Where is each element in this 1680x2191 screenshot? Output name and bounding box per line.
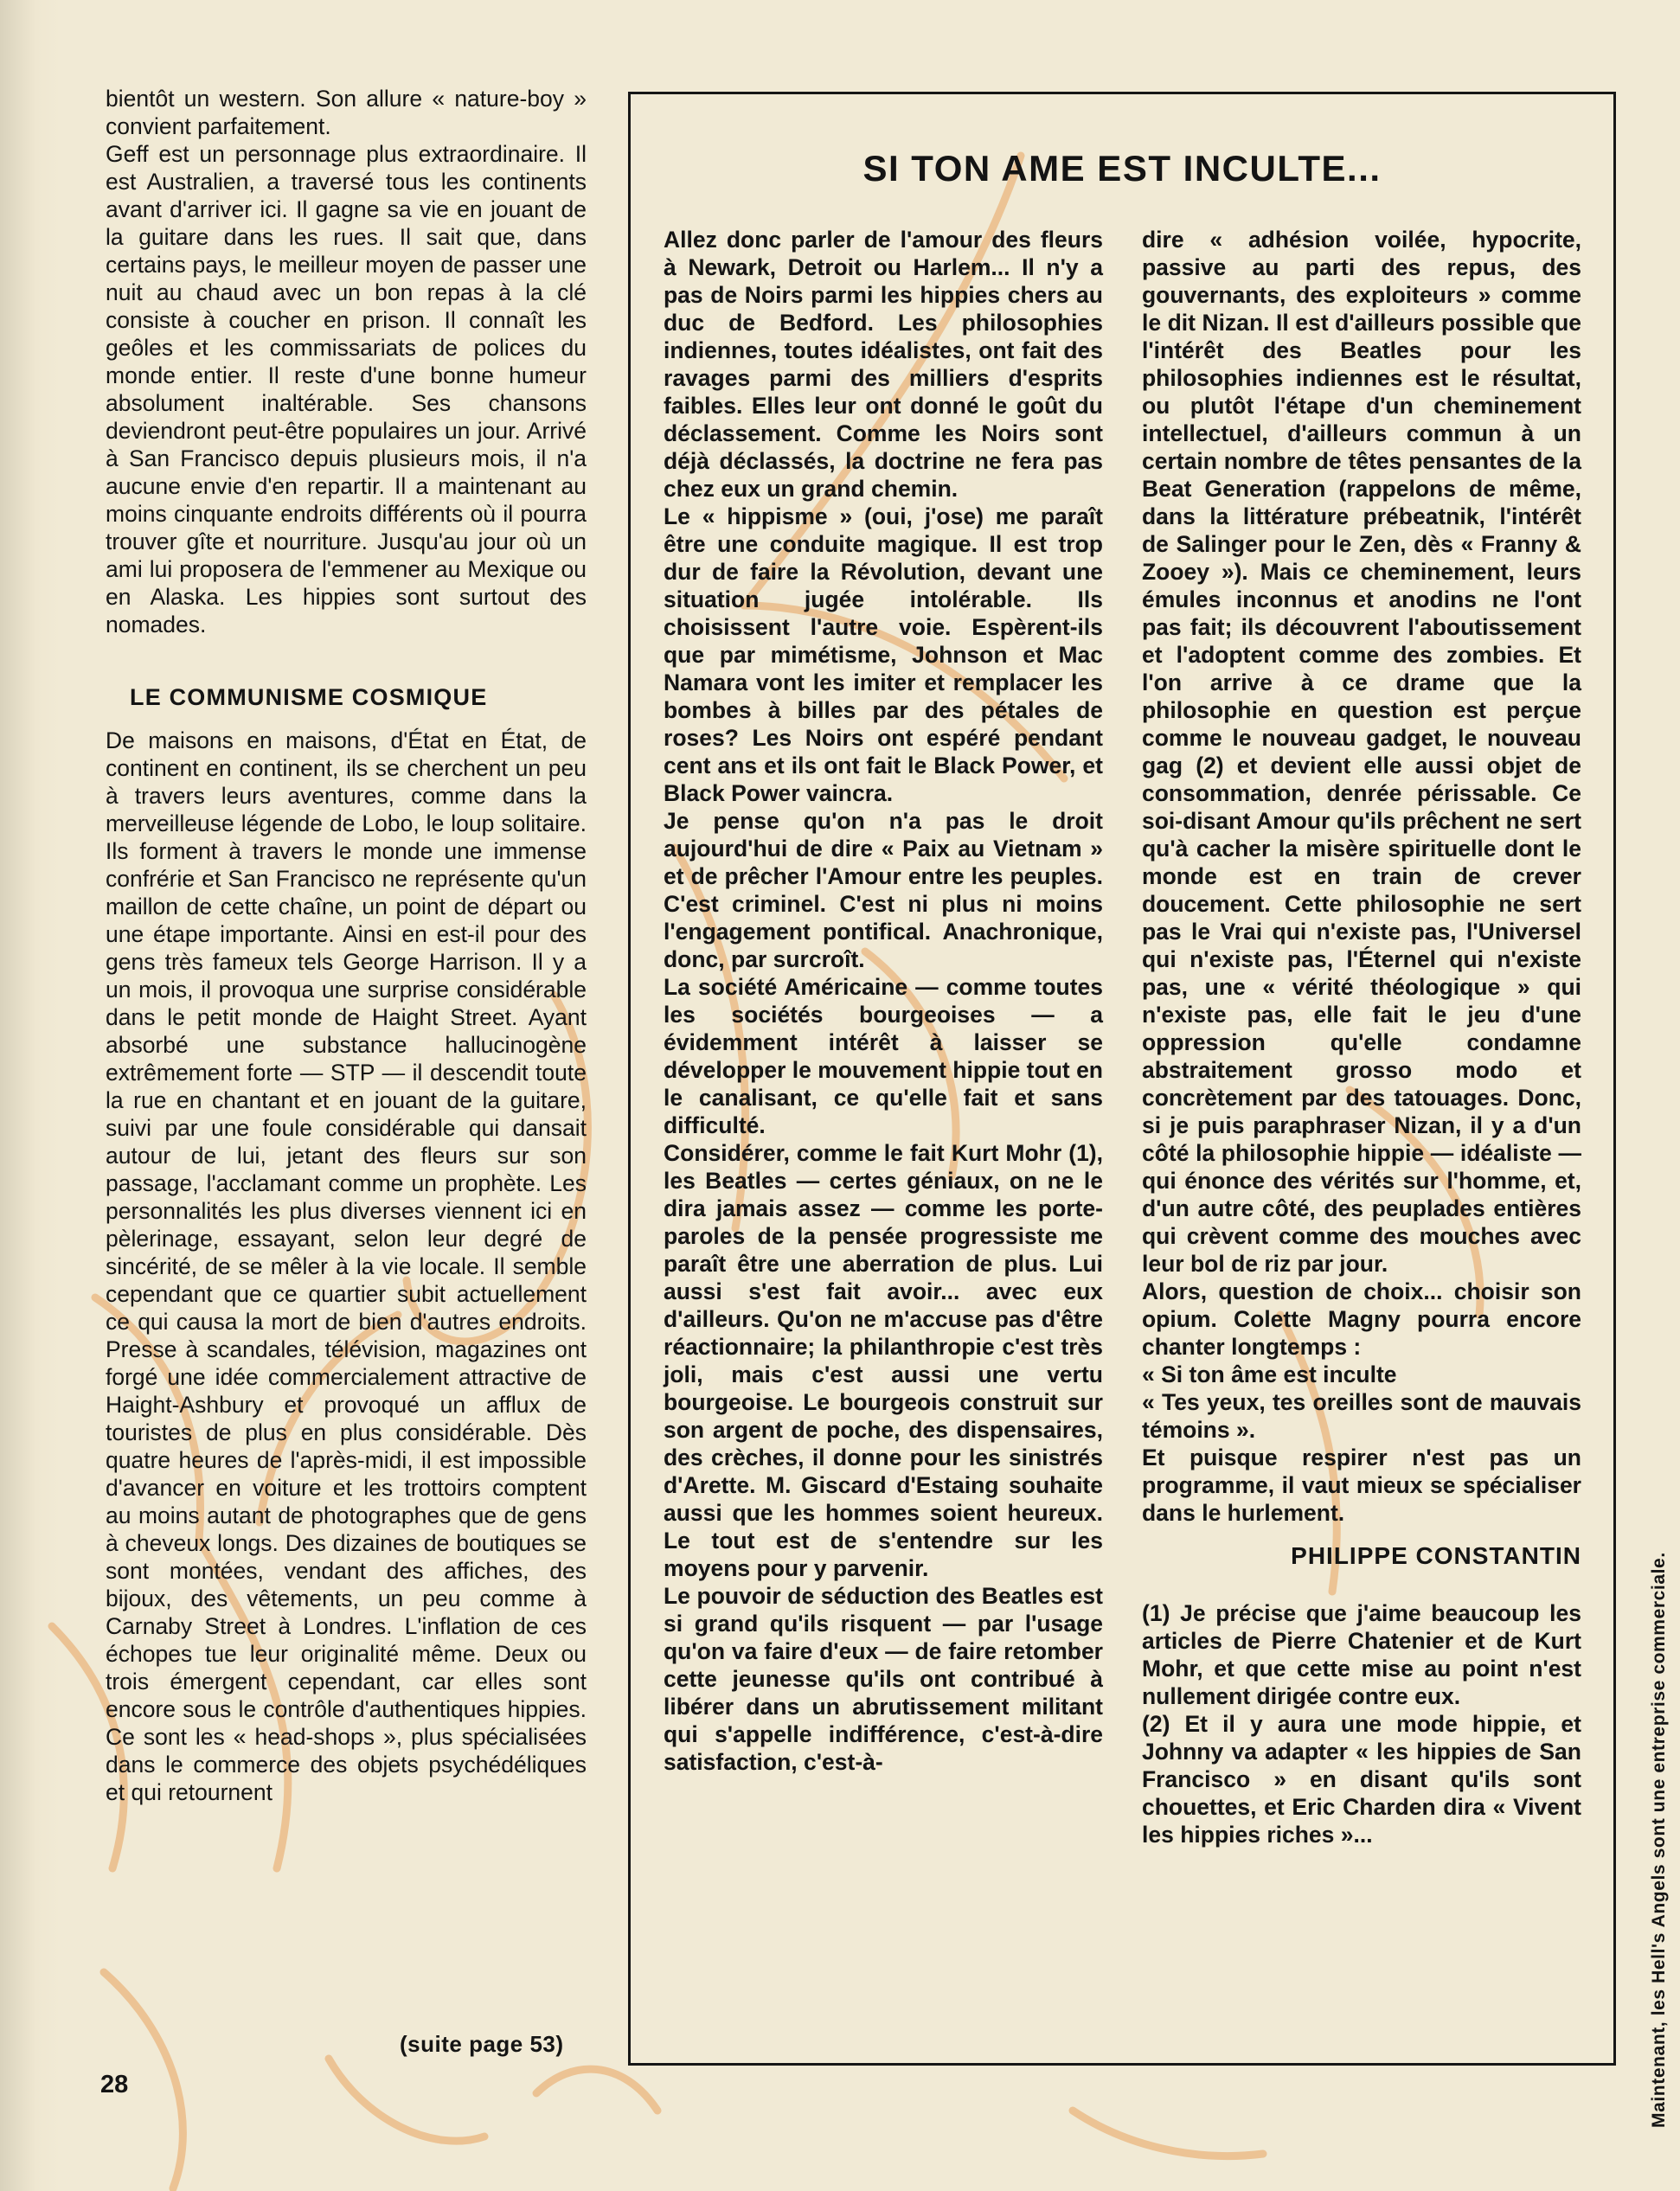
page-number: 28	[100, 2071, 129, 2098]
boxed-editorial	[628, 92, 1616, 2066]
page-gutter-shadow	[0, 0, 61, 2191]
section-paragraph: De maisons en maisons, d'État en État, de continent en continent, ils se cherchent un peu à travers leurs aventures, comme dans la merveilleuse légende de Lobo, le loup solitaire. Ils forment à travers le monde une immense confrérie et San Francisco ne représente qu'un maillon de cette chaîne, un point de départ ou une étape importante. Ainsi en est-il pour des gens très fameux tels George Harrison. Il y a un mois, il provoqua une surprise considérable dans le petit monde de Haight Street. Ayant absorbé une substance hallucinogène extrêmement forte — STP — il descendit toute la rue en chantant et en jouant de la guitare, suivi par une foule considérable qui dansait autour de lui, jetant des fleurs sur son passage, l'acclamant comme un prophète. Les personnalités les plus diverses viennent ici en pèlerinage, essayant, selon leur degré de sincérité, de se mêler à la vie locale. Il semble cependant que ce quartier subit actuellement ce qui causa la mort de bien d'autres endroits. Presse à scandales, télévision, magazines ont forgé une idée commercialement attractive de Haight-Ashbury et provoqué un afflux de touristes de plus en plus considérable. Dès quatre heures de l'après-midi, il est impossible d'avancer en voiture et les trottoirs comptent au moins autant de photographes que de gens à cheveux longs. Des dizaines de boutiques se sont montées, vendant des affiches, des bijoux, des vêtements, un peu comme à Carnaby Street à Londres. L'inflation de ces échopes tue leur originalité même. Deux ou trois émergent cependant, car elles sont encore sous le contrôle d'authentiques hippies. Ce sont les « head-shops », plus spécialisées dans le commerce des objets psychédéliques et qui retournent	[106, 727, 587, 1805]
quote-line: « Si ton âme est inculte	[1142, 1361, 1397, 1387]
box-paragraph: La société Américaine — comme toutes les sociétés bourgeoises — a évidemment intérêt à laisser se développer le mouvement hippie tout en le canalisant, ce qu'elle fait et sans difficulté.	[664, 974, 1103, 1138]
box-column-left	[664, 226, 1103, 1776]
vertical-sidebar-caption: Maintenant, les Hell's Angels sont une entreprise commerciale.	[1649, 1552, 1669, 2128]
box-title: SI TON AME EST INCULTE...	[862, 148, 1382, 189]
box-paragraph: dire « adhésion voilée, hypocrite, passive au parti des repus, des gouvernants, des exploiteurs » comme le dit Nizan. Il est d'ailleurs possible que l'intérêt des Beatles pour les philosophies indiennes est le résultat, ou plutôt l'étape d'un cheminement intellectuel, d'ailleurs commun à un certain nombre de têtes pensantes de la Beat Generation (rappelons de même, dans la littérature prébeatnik, l'intérêt de Salinger pour le Zen, dès « Franny & Zooey »). Mais ce cheminement, leurs émules inconnus et anodins ne l'ont pas fait; ils découvrent l'aboutissement et l'adoptent comme des zombies. Et l'on arrive à ce drame que la philosophie en question est perçue comme le nouveau gadget, le nouveau gag (2) et devient elle aussi objet de consommation, denrée périssable. Ce soi-disant Amour qu'ils prêchent ne sert qu'à cacher la misère spirituelle dont le monde est en train de crever doucement. Cette philosophie ne sert pas le Vrai qui n'existe pas, l'Universel qui n'existe pas, l'Éternel qui n'existe pas, une « vérité théologique » qui n'existe pas, elle fait le jeu d'une oppression qu'elle condamne abstraitement grosso modo et concrètement par des tatouages. Donc, si je puis paraphraser Nizan, il y a d'un côté la philosophie hippie — idéaliste — qui énonce des vérités sur l'homme, et, d'un autre côté, des peuplades entières qui crèvent comme des mouches avec leur bol de riz par jour.	[1142, 227, 1581, 1277]
box-paragraph: Le « hippisme » (oui, j'ose) me paraît être une conduite magique. Il est trop dur de faire la Révolution, devant une situation jugée intolérable. Ils choisissent l'autre voie. Espèrent-ils que par mimétisme, Johnson et Mac Namara vont les imiter et remplacer les bombes à billes par des pétales de roses? Les Noirs ont espéré pendant cent ans et ils ont fait le Black Power, et Black Power vaincra.	[664, 503, 1103, 806]
box-column-right	[1142, 226, 1581, 1848]
box-paragraph: Le pouvoir de séduction des Beatles est si grand qu'ils risquent — par l'usage qu'on va faire d'eux — de faire retomber cette jeunesse qu'ils ont contribué à libérer dans un abrutissement militant qui s'appelle indifférence, c'est-à-dire satisfaction, c'est-à-	[664, 1583, 1103, 1775]
section-heading: LE COMMUNISME COSMIQUE	[130, 684, 488, 710]
box-paragraph: Je pense qu'on n'a pas le droit aujourd'hui de dire « Paix au Vietnam » et de prêcher l'Amour entre les peuples. C'est criminel. C'est ni plus ni moins l'engagement pontifical. Anachronique, donc, par surcroît.	[664, 808, 1103, 972]
box-paragraph: Alors, question de choix... choisir son opium. Colette Magny pourra encore chanter longtemps :	[1142, 1278, 1581, 1360]
author-signature: PHILIPPE CONSTANTIN	[1291, 1542, 1581, 1569]
left-article-column	[106, 85, 587, 1806]
intro-paragraph: bientôt un western. Son allure « nature-boy » convient parfaitement.	[106, 86, 587, 139]
footnote: (2) Et il y aura une mode hippie, et Johnny va adapter « les hippies de San Francisco » en disant qu'ils sont chouettes, et Eric Charden dira « Vivent les hippies riches »...	[1142, 1711, 1581, 1848]
box-paragraph: Considérer, comme le fait Kurt Mohr (1), les Beatles — certes géniaux, on ne le dira jamais assez — comme les porte-paroles de la pensée progressiste me paraît être une aberration de plus. Lui aussi s'est fait avoir... avec eux d'ailleurs. Qu'on ne m'accuse pas d'être réactionnaire; la philanthropie c'est très joli, mais c'est aussi une vertu bourgeoise. Le bourgeois construit sur son argent de poche, des dispensaires, des crèches, il donne pour les sinistrés d'Arette. M. Giscard d'Estaing souhaite aussi que les hommes soient heureux. Le tout est de s'entendre sur les moyens pour y parvenir.	[664, 1140, 1103, 1581]
box-paragraph: Allez donc parler de l'amour des fleurs à Newark, Detroit ou Harlem... Il n'y a pas de Noirs parmi les hippies chers au duc de Bedford. Les philosophies indiennes, toutes idéalistes, ont fait des ravages parmi des milliers d'esprits faibles. Elles leur ont donné le goût du déclassement. Comme les Noirs sont déjà déclassés, la doctrine ne fera pas chez eux un grand chemin.	[664, 227, 1103, 502]
quote-line: « Tes yeux, tes oreilles sont de mauvais témoins ».	[1142, 1389, 1581, 1443]
continuation-note: (suite page 53)	[400, 2031, 564, 2057]
footnote: (1) Je précise que j'aime beaucoup les articles de Pierre Chatenier et de Kurt Mohr, et que cette mise au point n'est nullement dirigée contre eux.	[1142, 1600, 1581, 1709]
box-paragraph: Et puisque respirer n'est pas un programme, il vaut mieux se spécialiser dans le hurlement.	[1142, 1445, 1581, 1526]
geff-paragraph: Geff est un personnage plus extraordinaire. Il est Australien, a traversé tous les continents avant d'arriver ici. Il gagne sa vie en jouant de la guitare dans les rues. Il sait que, dans certains pays, le meilleur moyen de passer une nuit au chaud avec un bon repas à la clé consiste à coucher en prison. Il connaît les geôles et les commissariats de polices du monde entier. Il reste d'une bonne humeur absolument inaltérable. Ses chansons deviendront peut-être populaires un jour. Arrivé à San Francisco depuis plusieurs mois, il n'a aucune envie d'en repartir. Il a maintenant au moins cinquante endroits différents où il pourra trouver gîte et nourriture. Jusqu'au jour où un ami lui proposera de l'emmener au Mexique ou en Alaska. Les hippies sont surtout des nomades.	[106, 141, 587, 637]
